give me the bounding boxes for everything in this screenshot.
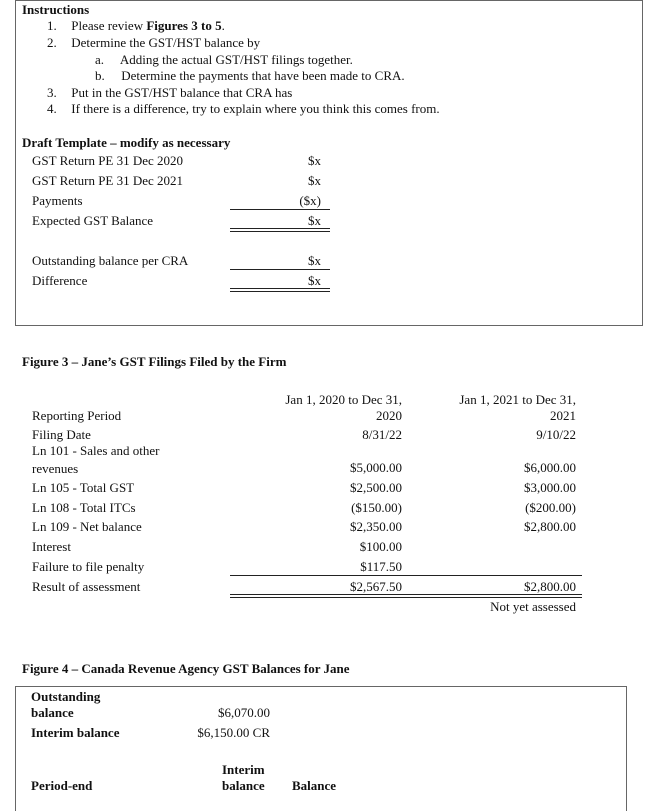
figure3-row-label: Reporting Period bbox=[32, 408, 122, 423]
figure3-rule bbox=[230, 575, 582, 576]
instruction-1-post: . bbox=[221, 18, 225, 33]
figure3-row-label: Ln 108 - Total ITCs bbox=[32, 500, 136, 515]
instruction-2 bbox=[47, 35, 260, 51]
figure3-row-c1: $2,500.00 bbox=[350, 480, 402, 495]
template-label-2: GST Return PE 31 Dec 2021 bbox=[32, 173, 184, 188]
figure3-double-rule bbox=[230, 594, 582, 598]
figure3-row-c2: $3,000.00 bbox=[524, 480, 576, 495]
template-value-2: $x bbox=[308, 173, 321, 188]
instruction-2b-text: Determine the payments that have been made to CRA. bbox=[121, 68, 405, 83]
figure3-row-c1: $100.00 bbox=[359, 539, 402, 554]
template-value-5: $x bbox=[308, 253, 321, 268]
template-label-5: Outstanding balance per CRA bbox=[32, 253, 189, 268]
template-value-3: ($x) bbox=[299, 193, 321, 208]
figure4-interim-value: $6,150.00 CR bbox=[197, 725, 270, 740]
instruction-1 bbox=[47, 18, 225, 34]
template-label-6: Difference bbox=[32, 273, 88, 288]
figure3-row-c2: $2,800.00 bbox=[524, 519, 576, 534]
template-label-3: Payments bbox=[32, 193, 83, 208]
figure3-title: Figure 3 – Jane’s GST Filings Filed by the Firm bbox=[22, 354, 287, 369]
instruction-1-bold: Figures 3 to 5 bbox=[146, 18, 222, 33]
instruction-2-text: Determine the GST/HST balance by bbox=[71, 35, 261, 50]
figure4-col-interim-1: Interim bbox=[222, 762, 265, 777]
figure4-outstanding-label-1: Outstanding bbox=[31, 689, 101, 704]
figure3-row-c2: $2,800.00 bbox=[524, 579, 576, 594]
figure3-col2-header-line1: Jan 1, 2021 to Dec 31, bbox=[459, 392, 576, 407]
instruction-2b-num: b. bbox=[95, 68, 105, 83]
figure4-interim-label: Interim balance bbox=[31, 725, 120, 740]
instruction-4 bbox=[47, 101, 440, 117]
instruction-3-num: 3. bbox=[47, 85, 57, 100]
figure3-row-label: Filing Date bbox=[32, 427, 91, 442]
template-double-rule-1 bbox=[230, 228, 330, 232]
figure4-title: Figure 4 – Canada Revenue Agency GST Balances for Jane bbox=[22, 661, 350, 676]
instruction-3 bbox=[47, 85, 292, 101]
instruction-2a-num: a. bbox=[95, 52, 105, 67]
instruction-2b bbox=[95, 68, 405, 84]
figure3-col2-header-line2: 2021 bbox=[550, 408, 576, 423]
template-label-1: GST Return PE 31 Dec 2020 bbox=[32, 153, 184, 168]
instruction-3-text: Put in the GST/HST balance that CRA has bbox=[71, 85, 293, 100]
instruction-4-text: If there is a difference, try to explain where you think this comes from. bbox=[71, 101, 440, 116]
figure3-row-c1: $5,000.00 bbox=[350, 460, 402, 475]
figure3-row-c1: $2,350.00 bbox=[350, 519, 402, 534]
template-value-6: $x bbox=[308, 273, 321, 288]
figure3-row-label: Ln 109 - Net balance bbox=[32, 519, 142, 534]
figure3-note: Not yet assessed bbox=[490, 599, 576, 614]
figure3-row-label: Ln 101 - Sales and other bbox=[32, 443, 160, 458]
template-rule-2 bbox=[230, 269, 330, 270]
figure3-row-c2: $6,000.00 bbox=[524, 460, 576, 475]
instruction-2a-text: Adding the actual GST/HST filings together. bbox=[119, 52, 353, 67]
figure3-row-c1: $117.50 bbox=[360, 559, 402, 574]
template-rule-1 bbox=[230, 209, 330, 210]
figure3-row-c1: 8/31/22 bbox=[362, 427, 402, 442]
figure4-col-balance: Balance bbox=[292, 778, 337, 793]
template-value-1: $x bbox=[308, 153, 321, 168]
figure3-row-label: Result of assessment bbox=[32, 579, 141, 594]
instruction-2a bbox=[95, 52, 353, 68]
figure3-row-c2: ($200.00) bbox=[525, 500, 576, 515]
figure3-row-label: Ln 105 - Total GST bbox=[32, 480, 135, 495]
figure3-row-label: Interest bbox=[32, 539, 71, 554]
figure3-col1-header-line2: 2020 bbox=[376, 408, 402, 423]
instruction-2-num: 2. bbox=[47, 35, 57, 50]
figure3-row-label: Failure to file penalty bbox=[32, 559, 145, 574]
instructions-heading: Instructions bbox=[22, 2, 90, 17]
figure3-row-c1: $2,567.50 bbox=[350, 579, 402, 594]
figure3-row-label: revenues bbox=[32, 461, 79, 476]
template-heading: Draft Template – modify as necessary bbox=[22, 135, 231, 150]
figure4-col-interim-2: balance bbox=[222, 778, 265, 793]
template-value-4: $x bbox=[308, 213, 321, 228]
figure4-outstanding-value: $6,070.00 bbox=[218, 705, 270, 720]
template-label-4: Expected GST Balance bbox=[32, 213, 154, 228]
template-double-rule-2 bbox=[230, 288, 330, 292]
figure4-outstanding-label-2: balance bbox=[31, 705, 74, 720]
figure3-row-c1: ($150.00) bbox=[351, 500, 402, 515]
instruction-1-pre: Please review bbox=[71, 18, 147, 33]
figure4-col-period: Period-end bbox=[31, 778, 93, 793]
instruction-1-num: 1. bbox=[47, 18, 57, 33]
figure3-row-c2: 9/10/22 bbox=[536, 427, 576, 442]
figure3-col1-header-line1: Jan 1, 2020 to Dec 31, bbox=[285, 392, 402, 407]
instruction-4-num: 4. bbox=[47, 101, 57, 116]
